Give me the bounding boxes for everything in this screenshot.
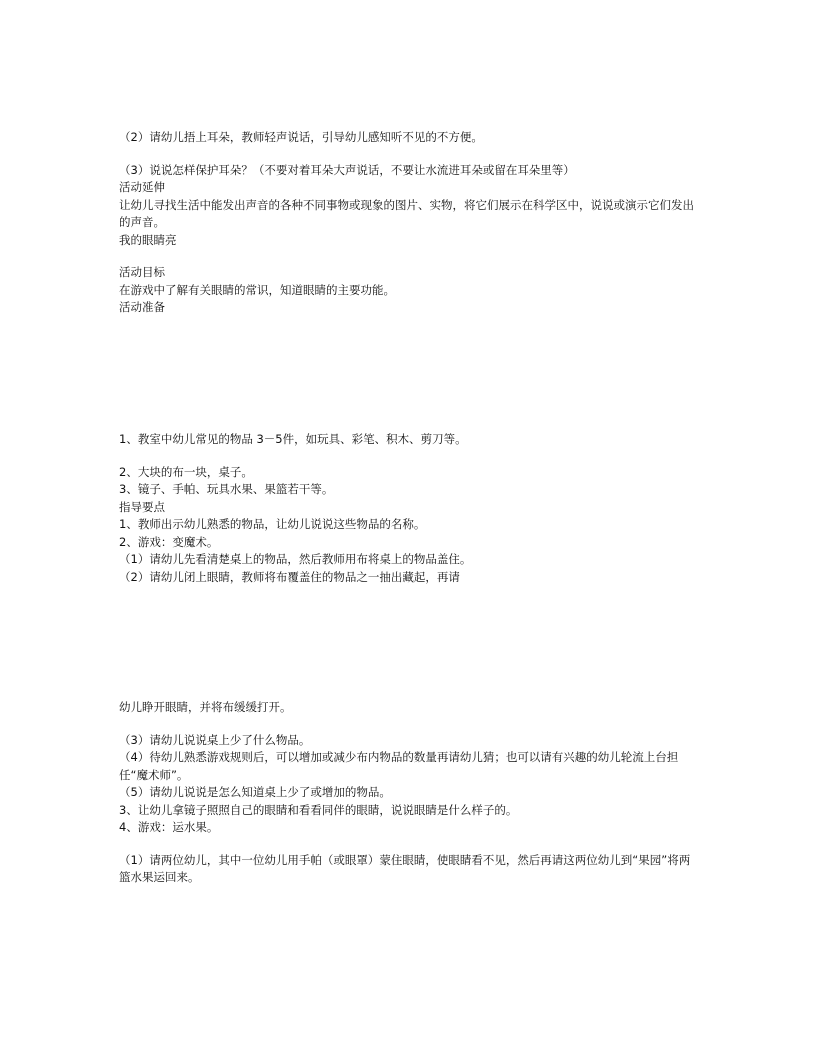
- list-item-blindfold-fruit: （1）请两位幼儿，其中一位幼儿用手帕（或眼罩）蒙住眼睛，使眼睛看不见，然后再请这两位幼儿到“果园”将两篮水果运回来。: [119, 852, 691, 884]
- list-item-what-is-missing: （3）请幼儿说说桌上少了什么物品。: [119, 732, 311, 747]
- paragraph-open-eyes: 幼儿睁开眼睛，并将布缓缓打开。: [119, 700, 292, 714]
- paragraph-activity-extension: 让幼儿寻找生活中能发出声音的各种不同事物或现象的图片、实物，将它们展示在科学区中，说说或演示它们发出的声音。: [119, 197, 694, 229]
- text-block-game-continuation: [119, 699, 699, 887]
- list-item-show-objects: 1、教师出示幼儿熟悉的物品，让幼儿说说这些物品的名称。: [119, 517, 426, 531]
- heading-activity-extension: 活动延伸: [119, 180, 165, 194]
- list-item-how-do-you-know: （5）请幼儿说说是怎么知道桌上少了或增加的物品。: [119, 785, 391, 799]
- heading-my-eyes-bright: 我的眼睛亮: [119, 232, 177, 247]
- paragraph-gap: [119, 147, 699, 162]
- paragraph-gap: [119, 449, 699, 464]
- paragraph-gap: [119, 717, 699, 732]
- paragraph-activity-goal: 在游戏中了解有关眼睛的常识，知道眼睛的主要功能。: [119, 282, 395, 297]
- list-item-close-eyes: （2）请幼儿闭上眼睛，教师将布覆盖住的物品之一抽出藏起，再请: [119, 569, 460, 584]
- list-item-carry-fruit-game: 4、游戏：运水果。: [119, 820, 219, 834]
- list-item-magician-role: （4）待幼儿熟悉游戏规则后，可以增加或减少布内物品的数量再请幼儿猜；也可以请有兴趣的幼儿轮流上台担任“魔术师”。: [119, 750, 679, 782]
- text-block-preparation-guide: [119, 431, 699, 586]
- paragraph-gap: [119, 837, 699, 852]
- heading-activity-goal: 活动目标: [119, 265, 165, 279]
- list-item-magic-game: 2、游戏：变魔术。: [119, 534, 219, 549]
- list-item-mirror-handkerchief: 3、镜子、手帕、玩具水果、果篮若干等。: [119, 482, 334, 496]
- list-item-look-at-table: （1）请幼儿先看清楚桌上的物品，然后教师用布将桌上的物品盖住。: [119, 552, 472, 566]
- paragraph-protect-ears: （3）说说怎样保护耳朵？（不要对着耳朵大声说话，不要让水流进耳朵或留在耳朵里等）: [119, 162, 575, 177]
- heading-activity-preparation: 活动准备: [119, 300, 165, 314]
- list-item-common-objects: 1、教室中幼儿常见的物品 3－5件，如玩具、彩笔、积木、剪刀等。: [119, 432, 467, 446]
- text-block-ear-activity: [119, 129, 699, 317]
- heading-guidance-points: 指导要点: [119, 499, 165, 514]
- list-item-mirror-eyes: 3、让幼儿拿镜子照照自己的眼睛和看看同伴的眼睛，说说眼睛是什么样子的。: [119, 802, 518, 817]
- paragraph-cover-ears: （2）请幼儿捂上耳朵，教师轻声说话，引导幼儿感知听不见的不方便。: [119, 130, 483, 144]
- paragraph-gap: [119, 249, 699, 264]
- list-item-cloth-table: 2、大块的布一块，桌子。: [119, 464, 253, 479]
